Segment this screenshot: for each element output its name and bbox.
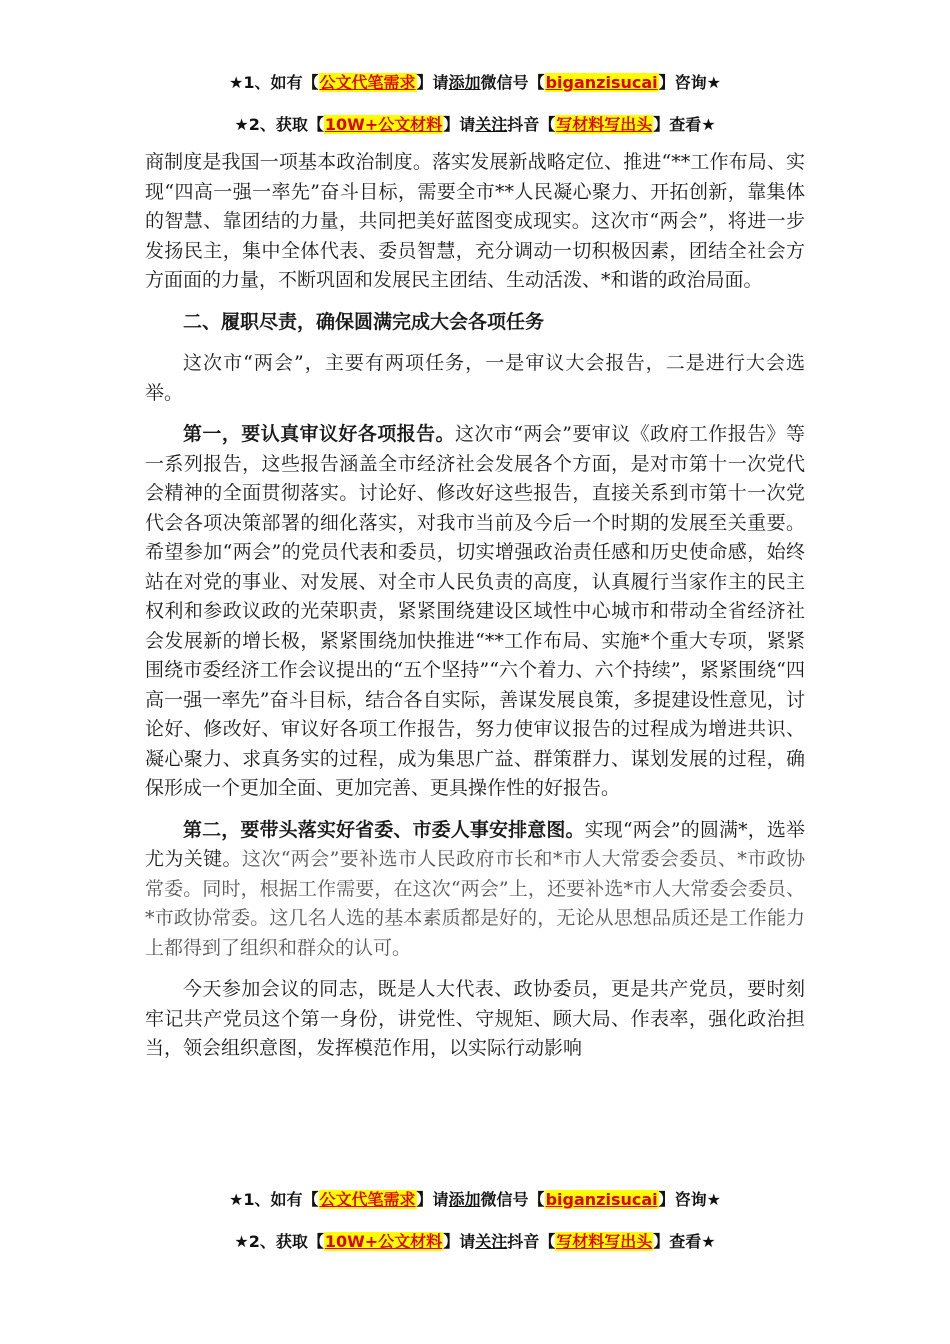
banner-highlight: 公文代笔需求	[319, 1190, 416, 1209]
banner-highlight-wechat-id: biganzisucai	[545, 1190, 658, 1209]
paragraph-3-body: 这次市“两会”要审议《政府工作报告》等一系列报告，这些报告涵盖全市经济社会发展各个方面，是对市第十一次党代会精神的全面贯彻落实。讨论好、修改好这些报告，直接关系到市第十一次党代会各项决策部署的细化落实，对我市当前及今后一个时期的发展至关重要。希望参加“两会”的党员代表和委员，切实增强政治责任感和历史使命感，始终站在对党的事业、对发展、对全市人民负责的高度，认真履行当家作主的民主权利和参政议政的光荣职责，紧紧围绕建设区域性中心城市和带动全省经济社会发展新的增长极，紧紧围绕加快推进“**工作布局、实施*个重大专项，紧紧围绕市委经济工作会议提出的“五个坚持”“六个着力、六个持续”，紧紧围绕“四高一强一率先”奋斗目标，结合各自实际，善谋发展良策，多提建设性意见，讨论好、修改好、审议好各项工作报告，努力使审议报告的过程成为增进共识、凝心聚力、求真务实的过程，成为集思广益、群策群力、谋划发展的过程，确保形成一个更加全面、更加完善、更具操作性的好报告。	[145, 423, 805, 799]
banner-text: 】请	[416, 73, 449, 92]
banner-text: 】请	[443, 1232, 476, 1251]
banner-underlined: 添加	[448, 73, 481, 92]
paragraph-5: 今天参加会议的同志，既是人大代表、政协委员，更是共产党员，要时刻牢记共产党员这个第一身份，讲党性、守规矩、顾大局、作表率，强化政治担当，领会组织意图，发挥模范作用，以实际行动影响	[145, 978, 805, 1059]
header-banner-line1	[0, 70, 950, 93]
document-body	[145, 148, 805, 1064]
paragraph-3	[145, 420, 805, 804]
banner-highlight: 10W+公文材料	[324, 115, 443, 134]
banner-text: 抖音【	[507, 115, 556, 134]
paragraph-4-body: 实现“两会”的圆满*，选举尤为关键。	[145, 818, 805, 870]
banner-highlight: 10W+公文材料	[324, 1232, 443, 1251]
banner-underlined: 关注	[475, 1232, 508, 1251]
banner-text: ★1、如有【	[229, 73, 319, 92]
banner-text: 】查看★	[653, 1232, 716, 1251]
banner-highlight-wechat-id: biganzisucai	[545, 73, 658, 92]
banner-text: 】请	[443, 115, 476, 134]
paragraph-2: 这次市“两会”，主要有两项任务，一是审议大会报告，二是进行大会选举。	[145, 352, 805, 404]
header-banner-line2	[0, 112, 950, 135]
footer-banner-line2	[0, 1229, 950, 1252]
banner-highlight-douyin-name: 写材料写出头	[556, 1232, 653, 1251]
paragraph-3-lead: 第一，要认真审议好各项报告。	[183, 423, 455, 445]
banner-text: 】咨询★	[658, 1190, 721, 1209]
paragraph-4-lead: 第二，要带头落实好省委、市委人事安排意图。	[183, 818, 585, 841]
banner-highlight: 公文代笔需求	[319, 73, 416, 92]
banner-highlight-douyin-name: 写材料写出头	[556, 115, 653, 134]
banner-text: ★2、获取【	[234, 115, 324, 134]
banner-text: 抖音【	[507, 1232, 556, 1251]
banner-text: ★2、获取【	[234, 1232, 324, 1251]
banner-text: ★1、如有【	[229, 1190, 319, 1209]
paragraph-1: 商制度是我国一项基本政治制度。落实发展新战略定位、推进“**工作布局、实现“四高一强一率先”奋斗目标，需要全市**人民凝心聚力、开拓创新，靠集体的智慧、靠团结的力量，共同把美好蓝图变成现实。这次市“两会”，将进一步发扬民主，集中全体代表、委员智慧，充分调动一切积极因素，团结全社会方方面面的力量，不断巩固和发展民主团结、生动活泼、*和谐的政治局面。	[145, 151, 805, 291]
section-heading-2: 二、履职尽责，确保圆满完成大会各项任务	[183, 310, 545, 333]
banner-text: 】请	[416, 1190, 449, 1209]
banner-underlined: 关注	[475, 115, 508, 134]
banner-underlined: 添加	[448, 1190, 481, 1209]
banner-text: 微信号【	[480, 73, 545, 92]
footer-banner-line1	[0, 1187, 950, 1210]
banner-text: 】咨询★	[658, 73, 721, 92]
paragraph-4	[145, 816, 805, 964]
banner-text: 微信号【	[480, 1190, 545, 1209]
paragraph-4-body-continued: 这次“两会”要补选市人民政府市长和*市人大常委会委员、*市政协常委。同时，根据工作需要，在这次“两会”上，还要补选*市人大常委会委员、*市政协常委。这几名人选的基本素质都是好的，无论从思想品质还是工作能力上都得到了组织和群众的认可。	[145, 848, 805, 959]
banner-text: 】查看★	[653, 115, 716, 134]
